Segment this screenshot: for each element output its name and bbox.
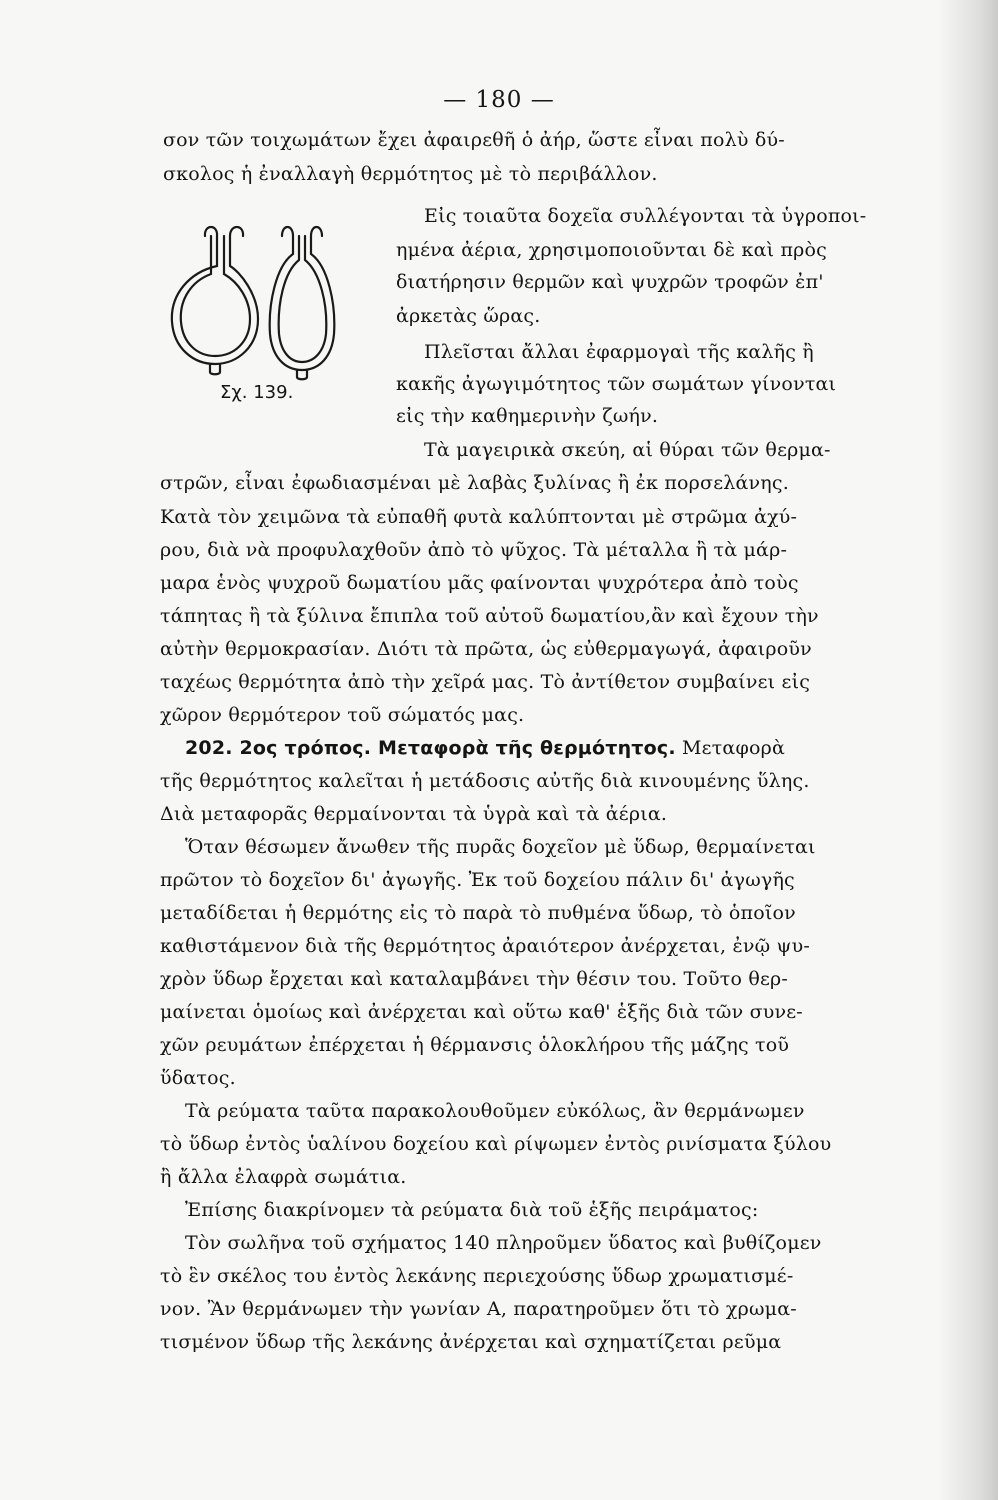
text-line: ἢ ἄλλα ἐλαφρὰ σωμάτια.	[160, 1166, 407, 1188]
text-line: ημένα ἀέρια, χρησιμοποιοῦνται δὲ καὶ πρὸς	[396, 239, 828, 261]
text-line: Τὰ ρεύματα ταῦτα παρακολουθοῦμεν εὐκόλως, ἂν θερμάνωμεν	[185, 1100, 805, 1122]
page-number: — 180 —	[443, 87, 555, 113]
text-line: τῆς θερμότητος καλεῖται ἡ μετάδοσις αὐτῆς διὰ κινουμένης ὕλης.	[160, 770, 810, 792]
section-heading: 202. 2ος τρόπος. Μεταφορὰ τῆς θερμότητος.	[185, 737, 676, 759]
heading-run-in-text: Μεταφορὰ	[675, 737, 785, 759]
text-line: χῶν ρευμάτων ἐπέρχεται ἡ θέρμανσις ὁλοκλήρου τῆς μάζης τοῦ	[160, 1034, 790, 1056]
text-line: ἀρκετὰς ὥρας.	[396, 305, 541, 327]
section-heading-line	[185, 734, 785, 762]
text-line: τὸ ὕδωρ ἐντὸς ὑαλίνου δοχείου καὶ ρίψωμεν ἐντὸς ρινίσματα ξύλου	[160, 1133, 832, 1155]
text-line: καθιστάμενον διὰ τῆς θερμότητος ἀραιότερον ἀνέρχεται, ἐνῷ ψυ-	[160, 935, 811, 957]
text-line: κακῆς ἀγωγιμότητος τῶν σωμάτων γίνονται	[396, 373, 837, 395]
text-line: Διὰ μεταφορᾶς θερμαίνονται τὰ ὑγρὰ καὶ τὰ ἀέρια.	[160, 803, 668, 825]
text-line: Εἰς τοιαῦτα δοχεῖα συλλέγονται τὰ ὑγροποι-	[424, 205, 867, 227]
text-line: μαίνεται ὁμοίως καὶ ἀνέρχεται καὶ οὕτω καθ' ἑξῆς διὰ τῶν συνε-	[160, 1001, 803, 1023]
text-line: Ἐπίσης διακρίνομεν τὰ ρεύματα διὰ τοῦ ἑξῆς πειράματος:	[185, 1199, 759, 1221]
text-line: τισμένον ὕδωρ τῆς λεκάνης ἀνέρχεται καὶ σχηματίζεται ρεῦμα	[160, 1331, 782, 1353]
text-line: σον τῶν τοιχωμάτων ἔχει ἀφαιρεθῆ ὁ ἀήρ, ὥστε εἶναι πολὺ δύ-	[163, 129, 785, 151]
text-line: στρῶν, εἶναι ἐφωδιασμέναι μὲ λαβὰς ξυλίνας ἢ ἐκ πορσελάνης.	[160, 472, 789, 494]
text-line: Τὰ μαγειρικὰ σκεύη, αἱ θύραι τῶν θερμα-	[424, 439, 831, 461]
text-line: νον. Ἂν θερμάνωμεν τὴν γωνίαν Α, παρατηροῦμεν ὅτι τὸ χρωμα-	[160, 1298, 797, 1320]
text-line: τὸ ἓν σκέλος του ἐντὸς λεκάνης περιεχούσης ὕδωρ χρωματισμέ-	[160, 1265, 794, 1287]
text-line: ρου, διὰ νὰ προφυλαχθοῦν ἀπὸ τὸ ψῦχος. Τὰ μέταλλα ἢ τὰ μάρ-	[160, 539, 788, 561]
text-line: Πλεῖσται ἄλλαι ἐφαρμογαὶ τῆς καλῆς ἢ	[424, 341, 814, 363]
text-line: σκολος ἡ ἐναλλαγὴ θερμότητος μὲ τὸ περιβάλλον.	[163, 163, 658, 185]
figure-caption: Σχ. 139.	[220, 382, 294, 403]
text-line: πρῶτον τὸ δοχεῖον δι' ἀγωγῆς. Ἐκ τοῦ δοχείου πάλιν δι' ἀγωγῆς	[160, 869, 795, 891]
text-line: ταχέως θερμότητα ἀπὸ τὴν χεῖρά μας. Τὸ ἀντίθετον συμβαίνει εἰς	[160, 671, 811, 693]
text-line: διατήρησιν θερμῶν καὶ ψυχρῶν τροφῶν ἐπ'	[396, 271, 824, 293]
text-line: ὕδατος.	[160, 1067, 236, 1089]
text-line: Κατὰ τὸν χειμῶνα τὰ εὐπαθῆ φυτὰ καλύπτονται μὲ στρῶμα ἀχύ-	[160, 506, 798, 528]
figure-139-vessels	[160, 204, 350, 404]
text-line: Τὸν σωλῆνα τοῦ σχήματος 140 πληροῦμεν ὕδατος καὶ βυθίζομεν	[185, 1232, 822, 1254]
text-line: μεταδίδεται ἡ θερμότης εἰς τὸ παρὰ τὸ πυθμένα ὕδωρ, τὸ ὁποῖον	[160, 902, 796, 924]
text-line: χρὸν ὕδωρ ἔρχεται καὶ καταλαμβάνει τὴν θέσιν του. Τοῦτο θερ-	[160, 968, 788, 990]
page-edge-shadow	[938, 0, 998, 1500]
text-line: εἰς τὴν καθημερινὴν ζωήν.	[396, 405, 659, 427]
text-line: αὐτὴν θερμοκρασίαν. Διότι τὰ πρῶτα, ὡς εὐθερμαγωγά, ἀφαιροῦν	[160, 638, 812, 660]
text-line: μαρα ἑνὸς ψυχροῦ δωματίου μᾶς φαίνονται ψυχρότερα ἀπὸ τοὺς	[160, 572, 799, 594]
text-line: χῶρον θερμότερον τοῦ σώματός μας.	[160, 704, 525, 726]
text-line: τάπητας ἢ τὰ ξύλινα ἔπιπλα τοῦ αὐτοῦ δωματίου,ἂν καὶ ἔχουν τὴν	[160, 605, 819, 627]
text-line: Ὅταν θέσωμεν ἄνωθεν τῆς πυρᾶς δοχεῖον μὲ ὕδωρ, θερμαίνεται	[185, 836, 816, 858]
